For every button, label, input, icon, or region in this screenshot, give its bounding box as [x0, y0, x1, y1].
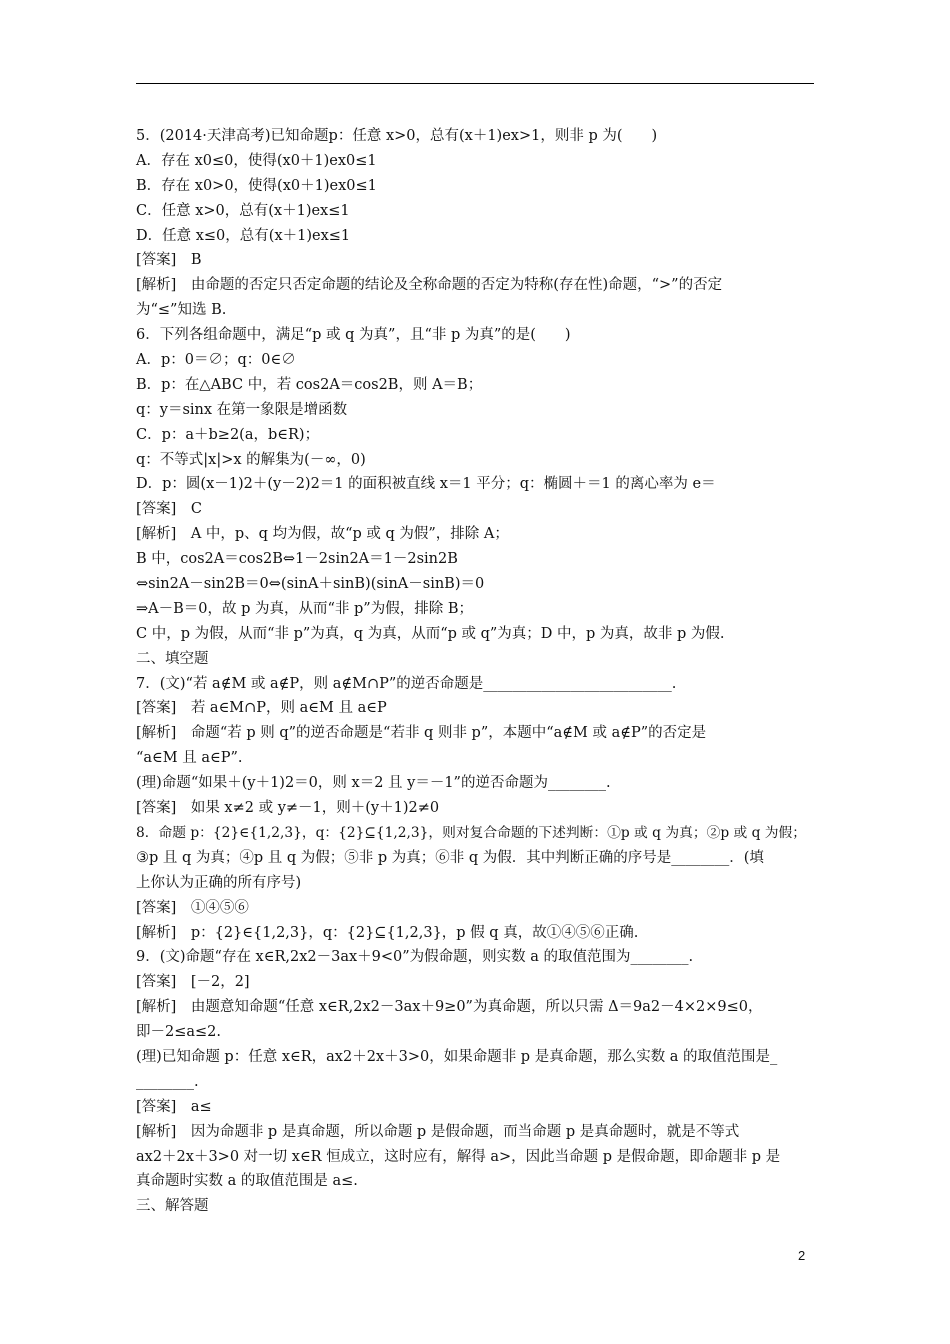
text-line: C．p：a＋b≥2(a，b∈R)； [136, 426, 320, 443]
text-line: 二、填空题 [136, 650, 209, 667]
text-line: 真命题时实数 a 的取值范围是 a≤. [136, 1173, 358, 1190]
text-line: 三、解答题 [136, 1198, 209, 1215]
page-number: 2 [798, 1248, 806, 1263]
text-line: [解析] p：{2}∈{1,2,3}，q：{2}⊆{1,2,3}，p 假 q 真，故①④⑤⑥正确. [136, 924, 639, 941]
text-line: 上你认为正确的所有序号) [136, 874, 302, 891]
text-line: 7．(文)“若 a∉M 或 a∉P，则 a∉M∩P”的逆否命题是__________________________. [136, 675, 677, 692]
text-line: C 中，p 为假，从而“非 p”为真，q 为真，从而“p 或 q”为真；D 中，p 为真，故非 p 为假. [136, 625, 725, 642]
text-line: [答案] 若 a∈M∩P，则 a∈M 且 a∈P [136, 700, 387, 717]
text-line: B．p：在△ABC 中，若 cos2A＝cos2B，则 A＝B； [136, 376, 483, 393]
text-line: ⇔sin2A－sin2B＝0⇔(sinA＋sinB)(sinA－sinB)＝0 [136, 576, 485, 593]
text-line: “a∈M 且 a∈P”. [136, 750, 243, 767]
text-line: [答案] C [136, 501, 202, 518]
text-line: ________. [136, 1073, 199, 1090]
text-line: q：y＝sinx 在第一象限是增函数 [136, 401, 348, 418]
text-line: ③p 且 q 为真；④p 且 q 为假；⑤非 p 为真；⑥非 q 为假．其中判断正确的序号是________．(填 [136, 849, 764, 866]
text-line: (理)已知命题 p：任意 x∈R，ax2＋2x＋3>0，如果命题非 p 是真命题，那么实数 a 的取值范围是_ [136, 1048, 778, 1065]
text-line: 5．(2014·天津高考)已知命题p：任意 x>0，总有(x＋1)ex>1，则非 p 为( ) [136, 128, 658, 144]
text-line: [解析] A 中，p、q 均为假，故“p 或 q 为假”，排除 A； [136, 526, 509, 543]
text-line: [答案] a≤ [136, 1098, 212, 1115]
text-line: [答案] B [136, 252, 202, 269]
text-line: (理)命题“如果＋(y＋1)2＝0，则 x＝2 且 y＝－1”的逆否命题为________. [136, 775, 611, 792]
text-line: 为“≤”知选 B. [136, 302, 227, 319]
text-line: [解析] 由命题的否定只否定命题的结论及全称命题的否定为特称(存在性)命题，“>”的否定 [136, 277, 723, 294]
text-line: [答案] 如果 x≠2 或 y≠－1，则＋(y＋1)2≠0 [136, 800, 440, 817]
text-line: [解析] 由题意知命题“任意 x∈R,2x2－3ax＋9≥0”为真命题，所以只需 Δ＝9a2－4×2×9≤0， [136, 999, 763, 1016]
text-line: ax2＋2x＋3>0 对一切 x∈R 恒成立，这时应有，解得 a>，因此当命题 p 是假命题，即命题非 p 是 [136, 1148, 781, 1165]
text-line: B 中，cos2A＝cos2B⇔1－2sin2A＝1－2sin2B [136, 551, 458, 568]
text-line: [解析] 因为命题非 p 是真命题，所以命题 p 是假命题，而当命题 p 是真命题时，就是不等式 [136, 1123, 740, 1140]
text-line: A．p：0＝∅；q：0∈∅ [136, 352, 296, 369]
text-line: D．任意 x≤0，总有(x＋1)ex≤1 [136, 227, 351, 244]
text-line: B．存在 x0>0，使得(x0＋1)ex0≤1 [136, 177, 377, 194]
text-line: 9．(文)命题“存在 x∈R,2x2－3ax＋9<0”为假命题，则实数 a 的取值范围为________. [136, 949, 694, 966]
text-line: [答案] ①④⑤⑥ [136, 899, 249, 916]
document-body [136, 124, 816, 1219]
text-line: [解析] 命题“若 p 则 q”的逆否命题是“若非 q 则非 p”，本题中“a∉M 或 a∉P”的否定是 [136, 725, 707, 742]
text-line: 即－2≤a≤2. [136, 1024, 222, 1041]
text-line: A．存在 x0≤0，使得(x0＋1)ex0≤1 [136, 152, 377, 169]
text-line: D．p：圆(x－1)2＋(y－2)2＝1 的面积被直线 x＝1 平分；q：椭圆＋＝1 的离心率为 e＝ [136, 476, 716, 493]
text-line: ⇒A－B＝0，故 p 为真，从而“非 p”为假，排除 B； [136, 600, 473, 617]
text-line: q：不等式|x|>x 的解集为(－∞，0) [136, 451, 366, 468]
text-line: 8．命题 p：{2}∈{1,2,3}，q：{2}⊆{1,2,3}，则对复合命题的下述判断：①p 或 q 为真；②p 或 q 为假； [136, 824, 807, 841]
text-line: 6．下列各组命题中，满足“p 或 q 为真”，且“非 p 为真”的是( ) [136, 327, 571, 344]
header-rule [136, 83, 814, 84]
text-line: C．任意 x>0，总有(x＋1)ex≤1 [136, 202, 350, 219]
text-line: [答案] [－2，2] [136, 974, 250, 991]
